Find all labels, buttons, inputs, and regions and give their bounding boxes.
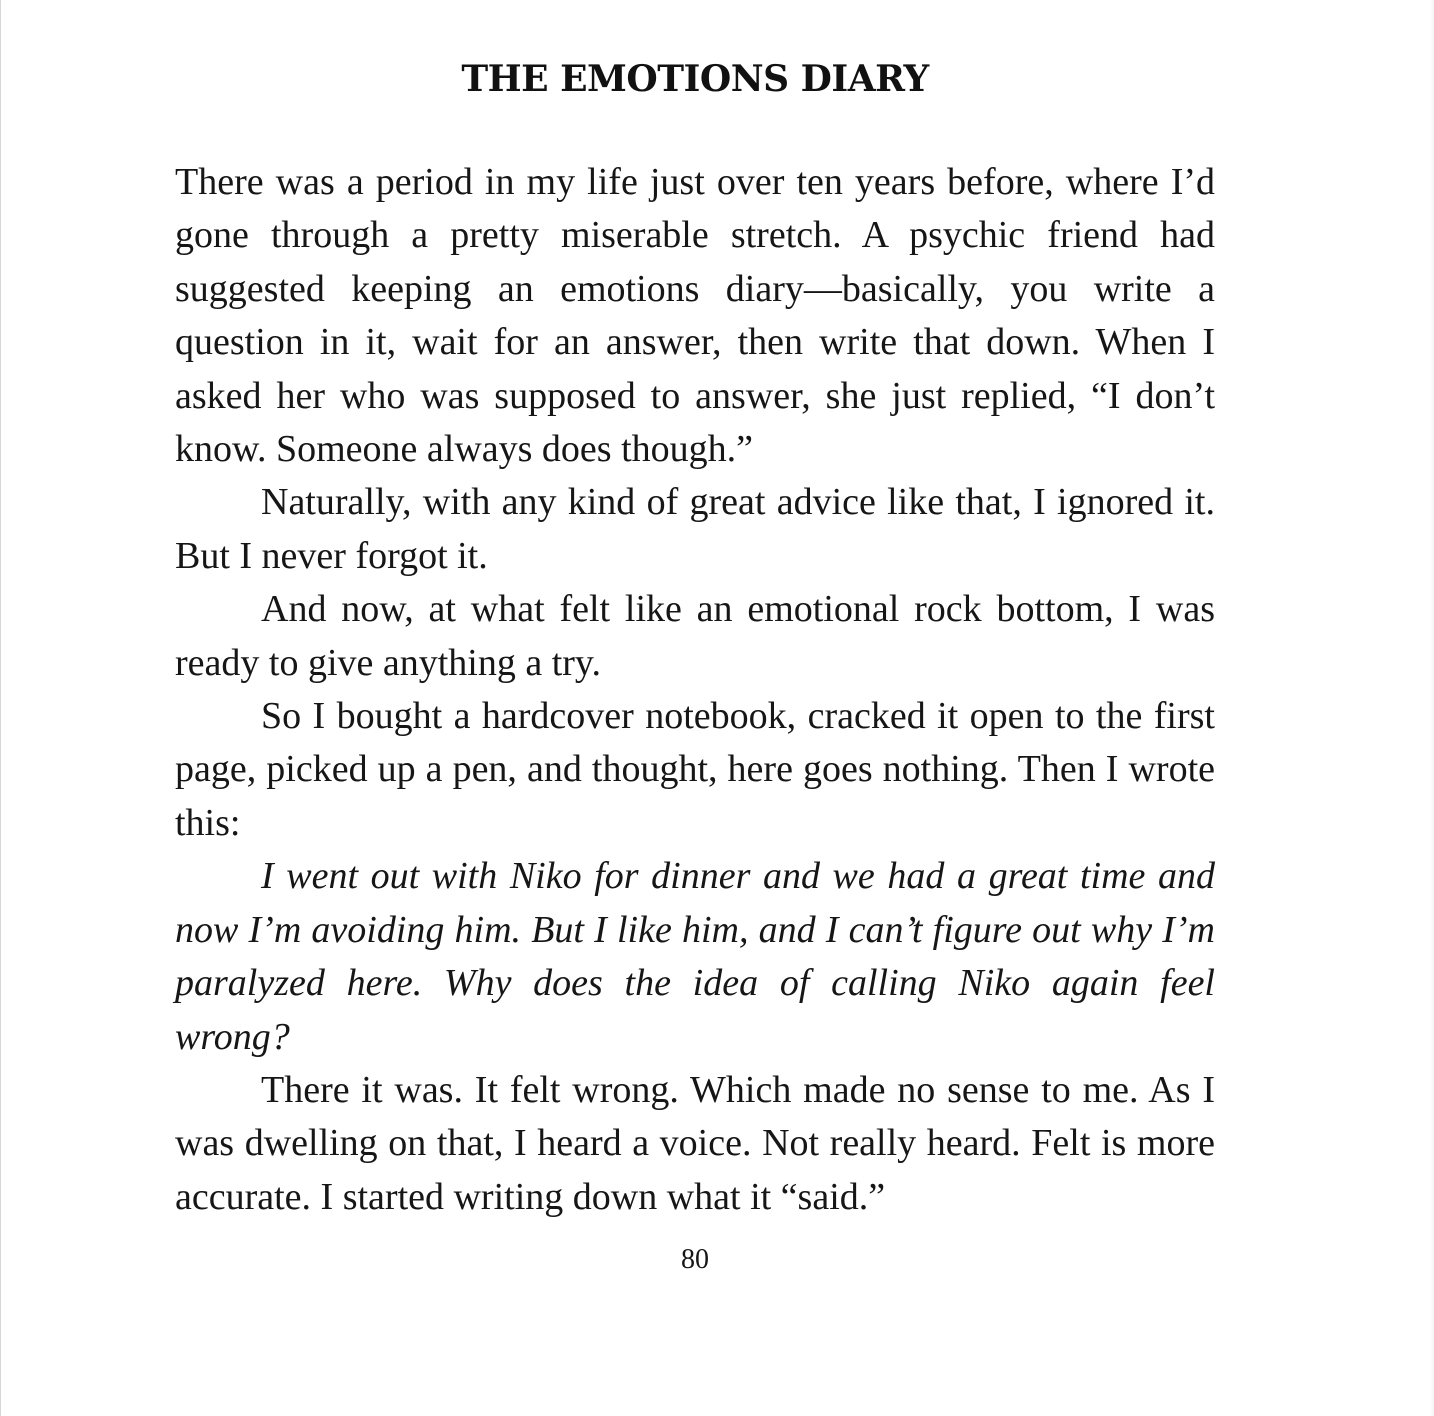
paragraph-rock-bottom: And now, at what felt like an emotional rock bottom, I was ready to give anything a try.: [175, 588, 1215, 684]
paragraph-ignored-advice: Naturally, with any kind of great advice like that, I ignored it. But I never forgot it.: [175, 481, 1215, 577]
paragraph-notebook: So I bought a hardcover notebook, cracked it open to the first page, picked up a pen, and thought, here goes nothing. Then I wrote this:: [175, 695, 1215, 844]
diary-entry: I went out with Niko for dinner and we had a great time and now I’m avoiding him. But I like him, and I can’t figure out why I’m paralyzed here. Why does the idea of calling Niko again feel wrong?: [175, 855, 1215, 1058]
page-number: 80: [681, 1244, 709, 1275]
paragraph-voice: There it was. It felt wrong. Which made no sense to me. As I was dwelling on that, I heard a voice. Not really heard. Felt is more accurate. I started writing down what it “said.”: [175, 1068, 1215, 1218]
body-text: [175, 156, 1215, 1224]
page-edge: [1430, 0, 1434, 1416]
paragraph-psychic-friend: There was a period in my life just over ten years before, where I’d gone through a pretty miserable stretch. A psychic friend had suggested keeping an emotions diary—basically, you write a question in it, wait for an answer, then write that down. When I asked her who was supposed to answer, she just replied, “I don’t know. Someone always does though.”: [175, 161, 1215, 471]
running-head: THE EMOTIONS DIARY: [461, 58, 929, 100]
